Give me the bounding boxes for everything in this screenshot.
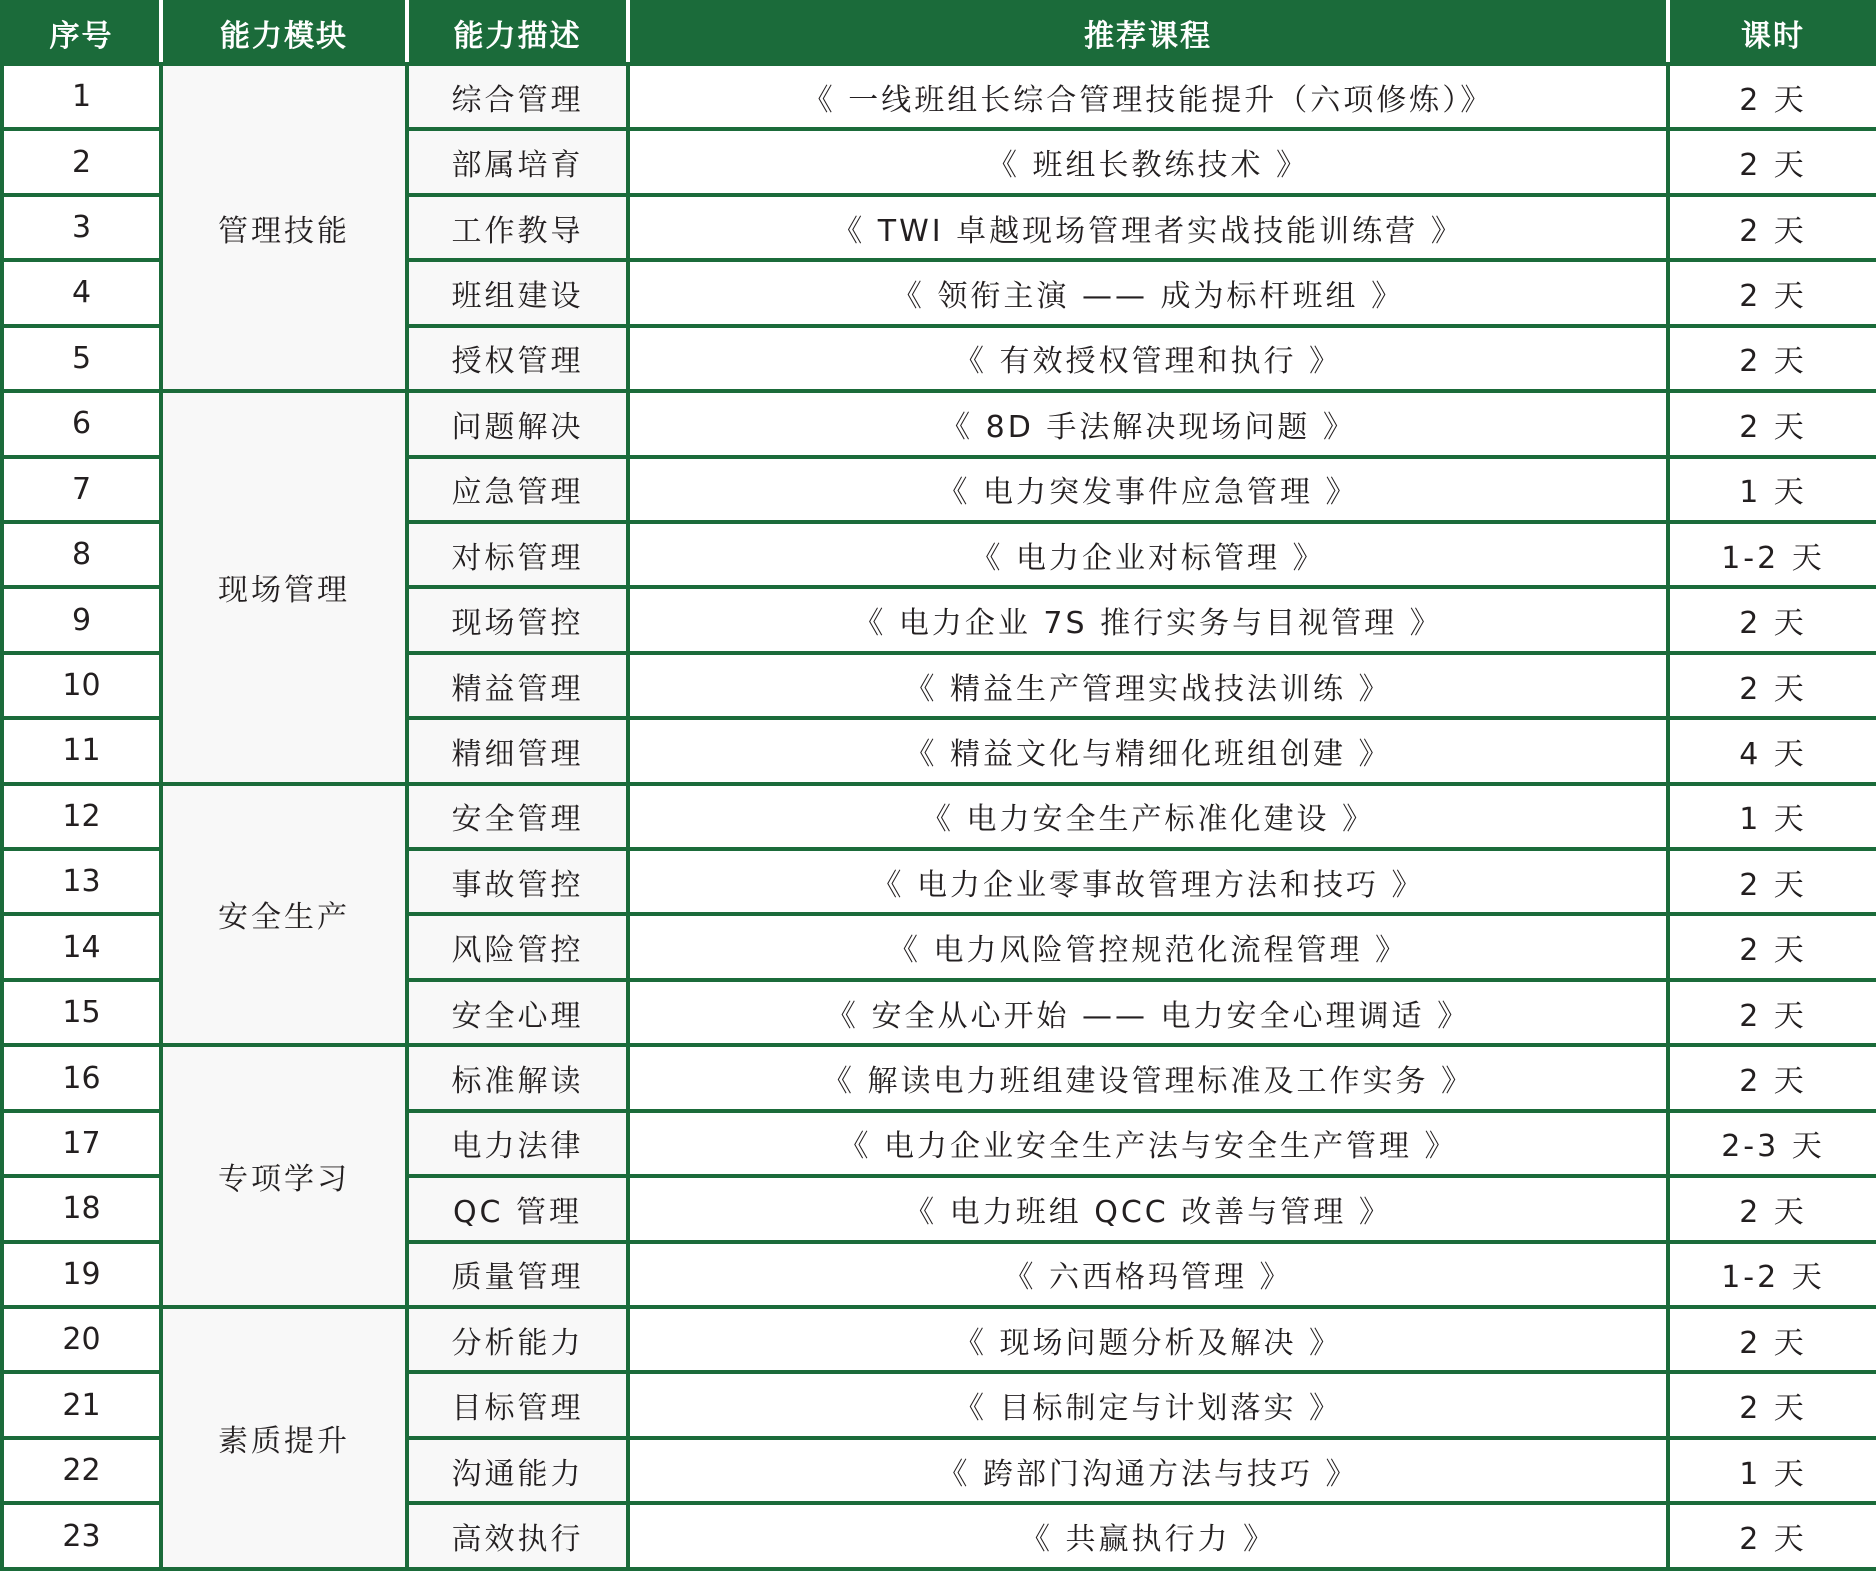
header-ability: 能力描述 — [407, 2, 628, 64]
cell-hours: 2 天 — [1668, 1176, 1876, 1241]
cell-course: 《 有效授权管理和执行 》 — [628, 326, 1668, 391]
cell-hours: 2 天 — [1668, 64, 1876, 129]
table-row — [2, 1045, 1876, 1110]
cell-no: 22 — [2, 1438, 161, 1503]
cell-ability: 安全管理 — [407, 784, 628, 849]
cell-hours: 1 天 — [1668, 1438, 1876, 1503]
cell-ability: 安全心理 — [407, 980, 628, 1045]
cell-course: 《 电力企业对标管理 》 — [628, 522, 1668, 587]
cell-hours: 2 天 — [1668, 391, 1876, 456]
cell-no: 19 — [2, 1242, 161, 1307]
cell-hours: 1-2 天 — [1668, 522, 1876, 587]
cell-hours: 2-3 天 — [1668, 1111, 1876, 1176]
cell-no: 8 — [2, 522, 161, 587]
cell-ability: 标准解读 — [407, 1045, 628, 1110]
cell-module: 专项学习 — [161, 1045, 407, 1307]
table-row — [2, 64, 1876, 129]
cell-no: 1 — [2, 64, 161, 129]
cell-no: 23 — [2, 1503, 161, 1569]
cell-ability: QC 管理 — [407, 1176, 628, 1241]
cell-course: 《 电力突发事件应急管理 》 — [628, 457, 1668, 522]
cell-module: 管理技能 — [161, 64, 407, 391]
cell-course: 《 电力安全生产标准化建设 》 — [628, 784, 1668, 849]
cell-ability: 事故管控 — [407, 849, 628, 914]
cell-course: 《 电力企业安全生产法与安全生产管理 》 — [628, 1111, 1668, 1176]
cell-ability: 对标管理 — [407, 522, 628, 587]
cell-course: 《 目标制定与计划落实 》 — [628, 1372, 1668, 1437]
cell-course: 《 TWI 卓越现场管理者实战技能训练营 》 — [628, 195, 1668, 260]
cell-course: 《 精益生产管理实战技法训练 》 — [628, 653, 1668, 718]
cell-course: 《 共赢执行力 》 — [628, 1503, 1668, 1569]
cell-ability: 精细管理 — [407, 718, 628, 783]
cell-ability: 授权管理 — [407, 326, 628, 391]
cell-no: 6 — [2, 391, 161, 456]
cell-course: 《 一线班组长综合管理技能提升（六项修炼）》 — [628, 64, 1668, 129]
table-row — [2, 391, 1876, 456]
cell-no: 7 — [2, 457, 161, 522]
header-row — [2, 2, 1876, 64]
cell-hours: 2 天 — [1668, 129, 1876, 194]
cell-no: 13 — [2, 849, 161, 914]
cell-hours: 1 天 — [1668, 457, 1876, 522]
table-header — [2, 2, 1876, 64]
cell-hours: 2 天 — [1668, 260, 1876, 325]
cell-module: 安全生产 — [161, 784, 407, 1046]
cell-no: 12 — [2, 784, 161, 849]
cell-hours: 2 天 — [1668, 980, 1876, 1045]
cell-ability: 问题解决 — [407, 391, 628, 456]
cell-ability: 应急管理 — [407, 457, 628, 522]
cell-course: 《 安全从心开始 —— 电力安全心理调适 》 — [628, 980, 1668, 1045]
cell-hours: 1 天 — [1668, 784, 1876, 849]
cell-course: 《 精益文化与精细化班组创建 》 — [628, 718, 1668, 783]
cell-hours: 2 天 — [1668, 1045, 1876, 1110]
cell-no: 4 — [2, 260, 161, 325]
header-module: 能力模块 — [161, 2, 407, 64]
cell-ability: 工作教导 — [407, 195, 628, 260]
header-no: 序号 — [2, 2, 161, 64]
header-course: 推荐课程 — [628, 2, 1668, 64]
cell-no: 3 — [2, 195, 161, 260]
cell-no: 20 — [2, 1307, 161, 1372]
cell-no: 10 — [2, 653, 161, 718]
cell-course: 《 六西格玛管理 》 — [628, 1242, 1668, 1307]
cell-course: 《 解读电力班组建设管理标准及工作实务 》 — [628, 1045, 1668, 1110]
cell-no: 9 — [2, 587, 161, 652]
cell-ability: 班组建设 — [407, 260, 628, 325]
cell-no: 16 — [2, 1045, 161, 1110]
cell-hours: 1-2 天 — [1668, 1242, 1876, 1307]
table-row — [2, 1307, 1876, 1372]
cell-ability: 目标管理 — [407, 1372, 628, 1437]
header-hours: 课时 — [1668, 2, 1876, 64]
cell-course: 《 现场问题分析及解决 》 — [628, 1307, 1668, 1372]
cell-ability: 分析能力 — [407, 1307, 628, 1372]
cell-ability: 沟通能力 — [407, 1438, 628, 1503]
cell-hours: 2 天 — [1668, 326, 1876, 391]
table-body — [2, 64, 1876, 1569]
cell-ability: 质量管理 — [407, 1242, 628, 1307]
cell-module: 现场管理 — [161, 391, 407, 784]
cell-course: 《 8D 手法解决现场问题 》 — [628, 391, 1668, 456]
cell-course: 《 电力企业 7S 推行实务与目视管理 》 — [628, 587, 1668, 652]
cell-course: 《 电力风险管控规范化流程管理 》 — [628, 914, 1668, 979]
cell-hours: 2 天 — [1668, 849, 1876, 914]
cell-ability: 精益管理 — [407, 653, 628, 718]
cell-no: 17 — [2, 1111, 161, 1176]
cell-hours: 2 天 — [1668, 914, 1876, 979]
cell-no: 14 — [2, 914, 161, 979]
cell-course: 《 跨部门沟通方法与技巧 》 — [628, 1438, 1668, 1503]
cell-ability: 风险管控 — [407, 914, 628, 979]
cell-ability: 综合管理 — [407, 64, 628, 129]
cell-no: 11 — [2, 718, 161, 783]
cell-ability: 高效执行 — [407, 1503, 628, 1569]
cell-hours: 2 天 — [1668, 195, 1876, 260]
cell-no: 15 — [2, 980, 161, 1045]
cell-no: 18 — [2, 1176, 161, 1241]
cell-hours: 2 天 — [1668, 1372, 1876, 1437]
cell-ability: 电力法律 — [407, 1111, 628, 1176]
cell-no: 21 — [2, 1372, 161, 1437]
cell-course: 《 电力班组 QCC 改善与管理 》 — [628, 1176, 1668, 1241]
cell-no: 5 — [2, 326, 161, 391]
cell-course: 《 领衔主演 —— 成为标杆班组 》 — [628, 260, 1668, 325]
table-row — [2, 784, 1876, 849]
cell-ability: 部属培育 — [407, 129, 628, 194]
cell-hours: 2 天 — [1668, 1503, 1876, 1569]
cell-hours: 4 天 — [1668, 718, 1876, 783]
cell-ability: 现场管控 — [407, 587, 628, 652]
cell-hours: 2 天 — [1668, 1307, 1876, 1372]
cell-course: 《 电力企业零事故管理方法和技巧 》 — [628, 849, 1668, 914]
cell-module: 素质提升 — [161, 1307, 407, 1569]
cell-no: 2 — [2, 129, 161, 194]
cell-course: 《 班组长教练技术 》 — [628, 129, 1668, 194]
cell-hours: 2 天 — [1668, 653, 1876, 718]
cell-hours: 2 天 — [1668, 587, 1876, 652]
